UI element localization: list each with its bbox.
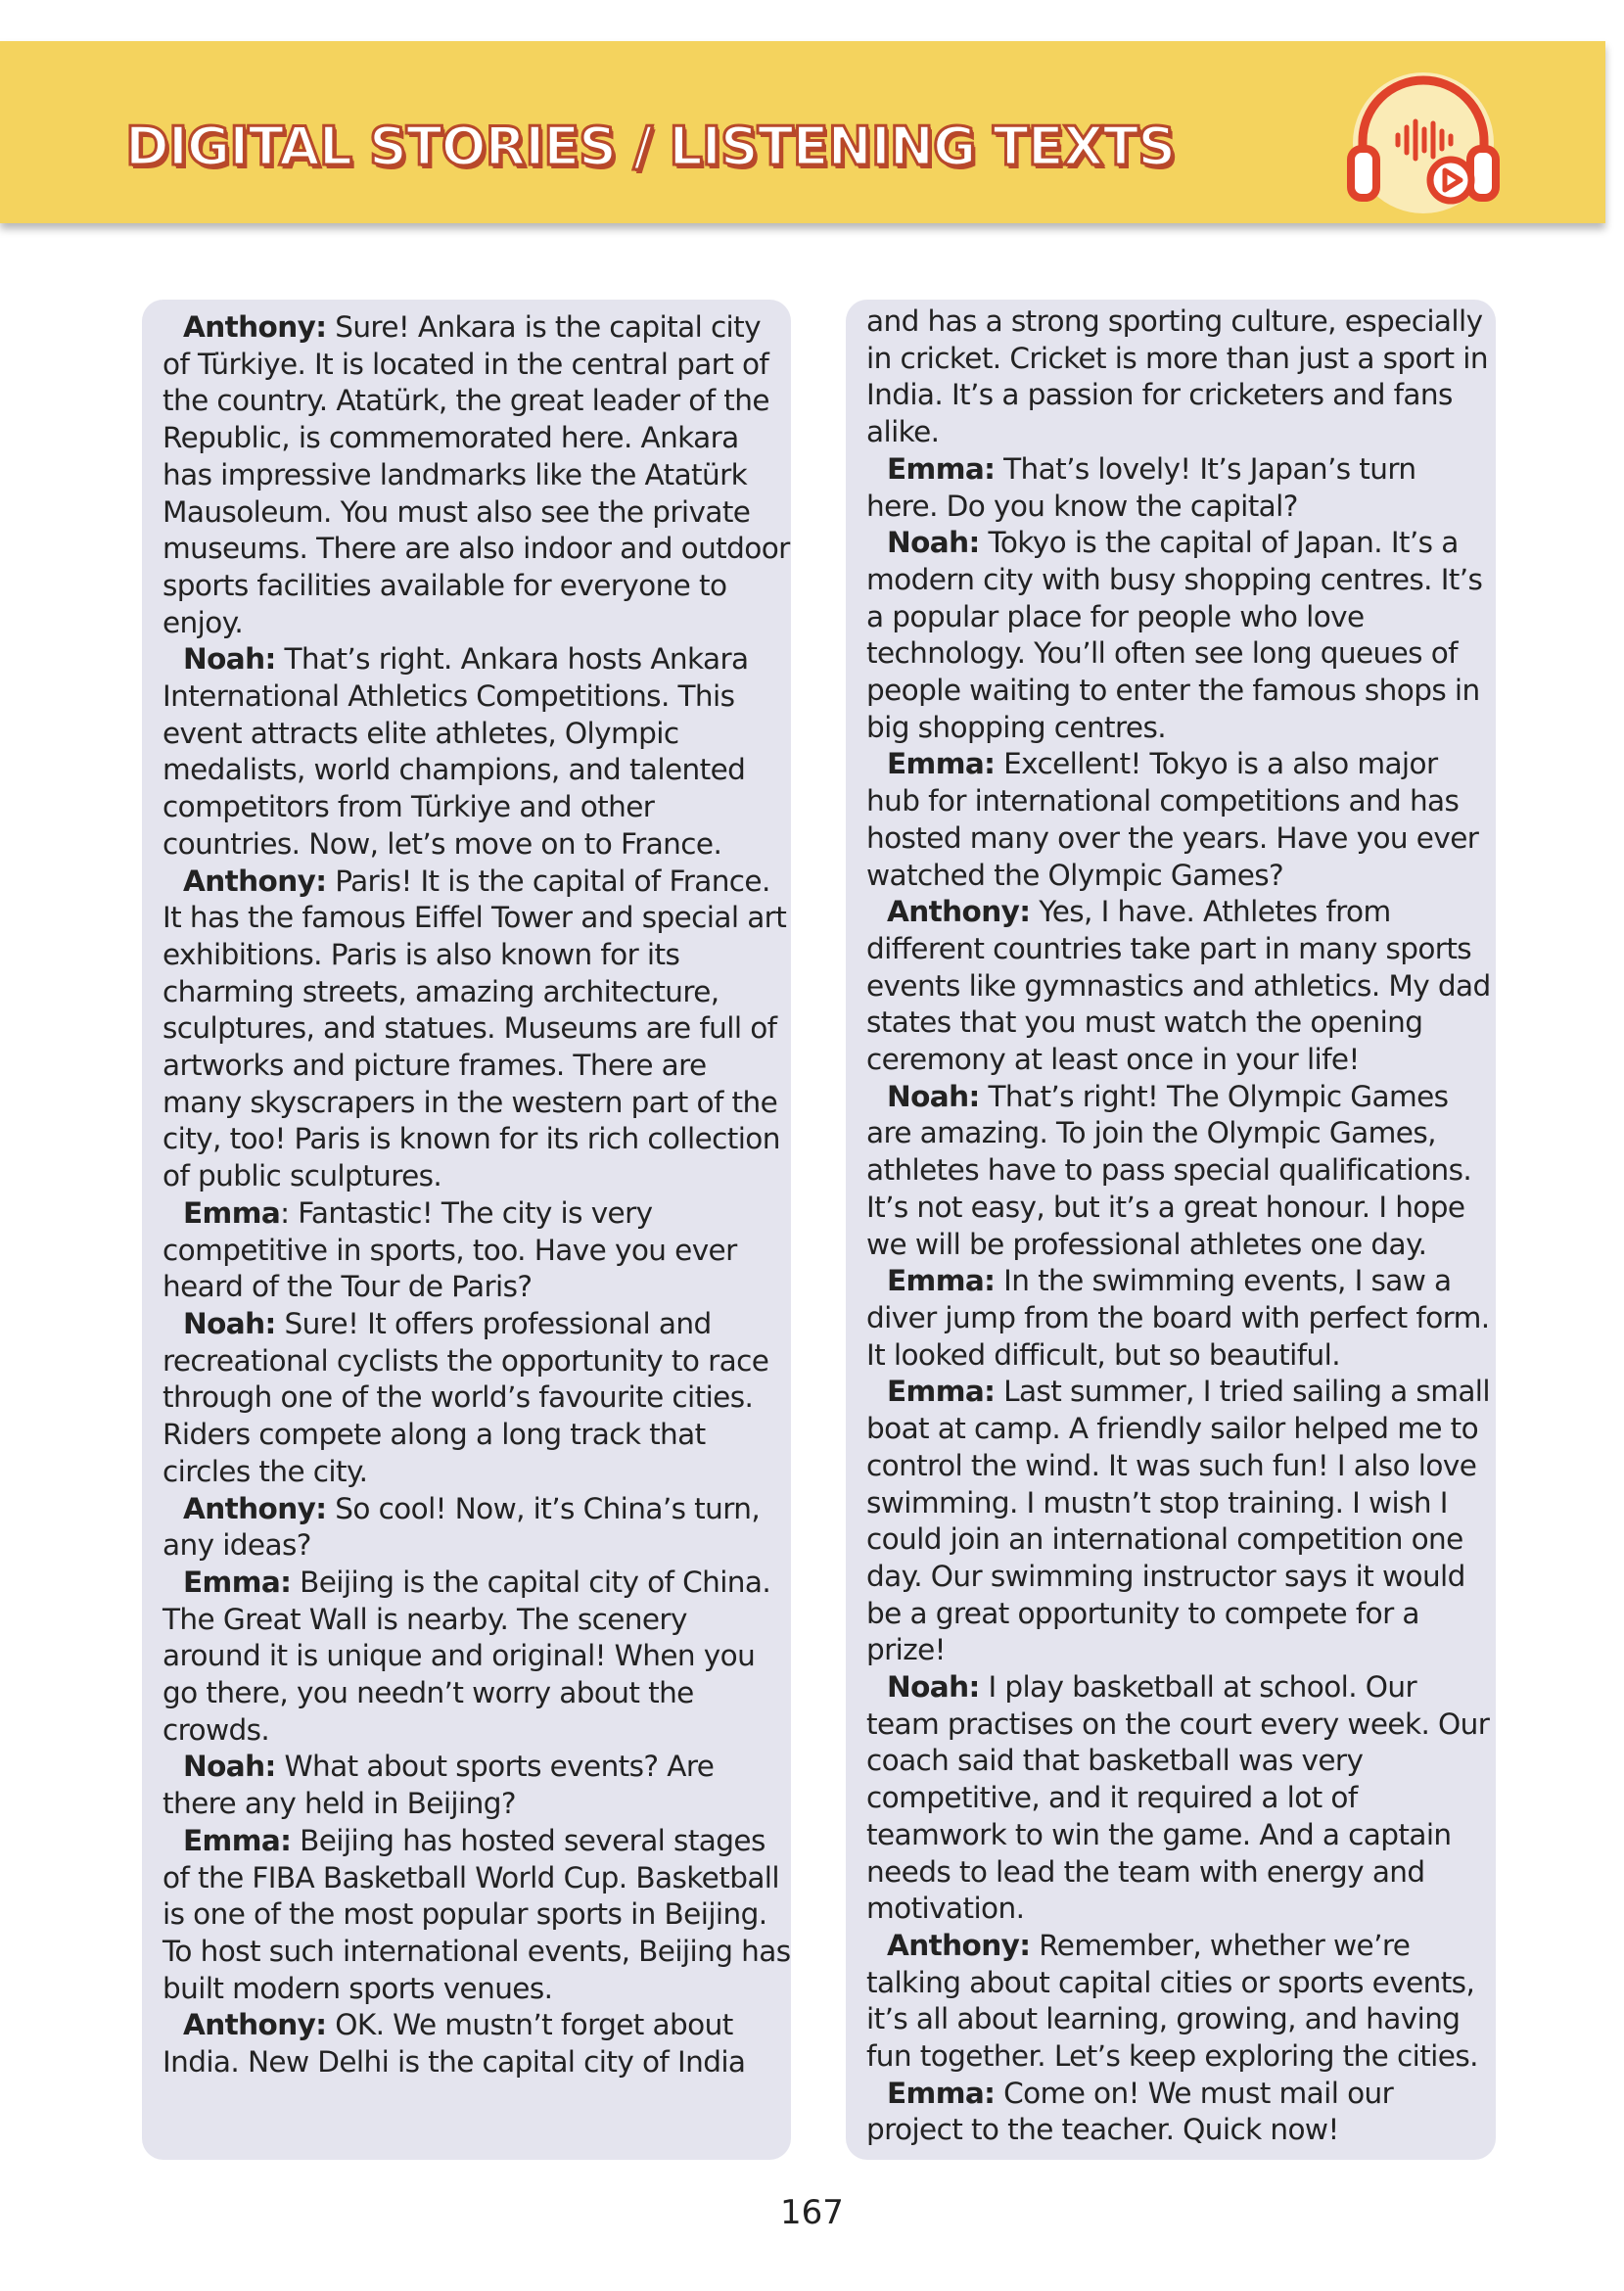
dialogue-text: So cool! Now, it’s China’s turn, any ideas?: [162, 1491, 761, 1563]
speaker-name: Noah:: [887, 1670, 980, 1705]
dialogue-text: In the swimming events, I saw a diver jump from the board with perfect form. It looked difficult, but so beautiful.: [866, 1264, 1490, 1372]
dialogue-paragraph: [162, 309, 791, 641]
dialogue-paragraph: [162, 1195, 791, 1306]
dialogue-paragraph: [866, 1374, 1496, 1669]
speaker-name: Anthony:: [183, 1491, 327, 1525]
dialogue-paragraph: [162, 1491, 791, 1565]
speaker-name: Anthony:: [887, 895, 1031, 929]
dialogue-paragraph: [162, 1306, 791, 1491]
dialogue-text: Beijing is the capital city of China. The Great Wall is nearby. The scenery around it is unique and original! When you go there, you needn’t worry about the crowds.: [162, 1565, 771, 1747]
dialogue-paragraph: [866, 1079, 1496, 1264]
dialogue-paragraph: [162, 1565, 791, 1750]
dialogue-text: That’s right. Ankara hosts Ankara International Athletics Competitions. This event attracts elite athletes, Olympic medalists, world champions, and talented competitors from Türkiye and other countries. Now, let’s move on to France.: [162, 642, 749, 861]
dialogue-paragraph: [162, 2007, 791, 2081]
dialogue-text: Last summer, I tried sailing a small boat at camp. A friendly sailor helped me to control the wind. It was such fun! I also love swimming. I mustn’t stop training. I wish I could join an international competition one day. Our swimming instructor says it would be a great opportunity to compete for a prize!: [866, 1375, 1491, 1667]
page-number: 167: [780, 2193, 844, 2232]
speaker-name: Noah:: [887, 1079, 980, 1113]
dialogue-paragraph: [866, 746, 1496, 894]
speaker-name: Noah:: [183, 1306, 276, 1340]
dialogue-paragraph: [866, 894, 1496, 1079]
speaker-name: Emma:: [183, 1565, 292, 1599]
dialogue-text: Paris! It is the capital of France. It has the famous Eiffel Tower and special art exhibitions. Paris is also known for its charming streets, amazing architecture, sculptures, and statues. Museums are full of artworks and picture frames. There are many skyscrapers in the western part of the city, too! Paris is known for its rich collection of public sculptures.: [162, 864, 787, 1193]
speaker-name: Noah:: [183, 642, 276, 677]
speaker-name: Emma:: [183, 1823, 292, 1857]
speaker-name: Emma: [183, 1195, 281, 1230]
dialogue-text: Excellent! Tokyo is a also major hub for international competitions and has hosted many over the years. Have you ever watched the Olympic Games?: [866, 747, 1479, 892]
dialogue-paragraph: [866, 1669, 1496, 1928]
dialogue-paragraph: [162, 1823, 791, 2008]
dialogue-text: What about sports events? Are there any held in Beijing?: [162, 1750, 715, 1821]
dialogue-text: I play basketball at school. Our team practises on the court every week. Our coach said that basketball was very competitive, and it required a lot of teamwork to win the game. And a captain needs to lead the team with energy and motivation.: [866, 1670, 1490, 1926]
dialogue-paragraph: [162, 641, 791, 863]
left-text-panel: [142, 300, 791, 2160]
page-title: DIGITAL STORIES / LISTENING TEXTS: [125, 116, 1176, 177]
speaker-name: Emma:: [887, 451, 996, 486]
dialogue-text: Remember, whether we’re talking about capital cities or sports events, it’s all about learning, growing, and having fun together. Let’s keep exploring the cities.: [866, 1928, 1478, 2074]
dialogue-paragraph: [866, 1263, 1496, 1374]
speaker-name: Emma:: [887, 747, 996, 781]
dialogue-text: Beijing has hosted several stages of the FIBA Basketball World Cup. Basketball is one of the most popular sports in Beijing. To host such international events, Beijing has built modern sports venues.: [162, 1823, 791, 2005]
continuation-paragraph: and has a strong sporting culture, especially in cricket. Cricket is more than just a sport in India. It’s a passion for cricketers and fans alike.: [866, 304, 1488, 449]
dialogue-text: Tokyo is the capital of Japan. It’s a modern city with busy shopping centres. It’s a popular place for people who love technology. You’ll often see long queues of people waiting to enter the famous shops in big shopping centres.: [866, 526, 1483, 744]
dialogue-text: : Fantastic! The city is very competitive in sports, too. Have you ever heard of the Tour de Paris?: [162, 1195, 737, 1304]
dialogue-text: That’s right! The Olympic Games are amazing. To join the Olympic Games, athletes have to pass special qualifications. It’s not easy, but it’s a great honour. I hope we will be professional athletes one day.: [866, 1079, 1472, 1261]
dialogue-paragraph: [866, 2076, 1496, 2149]
headphones-play-icon: [1341, 65, 1506, 221]
dialogue-text: That’s lovely! It’s Japan’s turn here. Do you know the capital?: [866, 451, 1416, 523]
dialogue-text: Sure! It offers professional and recreational cyclists the opportunity to race through one of the world’s favourite cities. Riders compete along a long track that circles the city.: [162, 1306, 769, 1488]
speaker-name: Emma:: [887, 2076, 996, 2110]
dialogue-text: Yes, I have. Athletes from different countries take part in many sports events like gymnastics and athletics. My dad states that you must watch the opening ceremony at least once in your life!: [866, 895, 1491, 1077]
dialogue-paragraph: [866, 451, 1496, 525]
speaker-name: Anthony:: [183, 2008, 327, 2042]
speaker-name: Noah:: [887, 526, 980, 560]
dialogue-text: OK. We mustn’t forget about India. New Delhi is the capital city of India: [162, 2008, 746, 2080]
speaker-name: Anthony:: [183, 310, 327, 344]
dialogue-paragraph: [162, 864, 791, 1195]
dialogue-text: Sure! Ankara is the capital city of Türkiye. It is located in the central part of the country. Atatürk, the great leader of the Republic, is commemorated here. Ankara has impressive landmarks like the Atatürk Mausoleum. You must also see the private museums. There are also indoor and outdoor sports facilities available for everyone to enjoy.: [162, 310, 790, 639]
speaker-name: Emma:: [887, 1264, 996, 1298]
dialogue-paragraph: [162, 1749, 791, 1822]
speaker-name: Emma:: [887, 1375, 996, 1409]
dialogue-paragraph: [866, 1928, 1496, 2076]
dialogue-text: Come on! We must mail our project to the teacher. Quick now!: [866, 2076, 1394, 2147]
speaker-name: Anthony:: [183, 864, 327, 898]
speaker-name: Anthony:: [887, 1928, 1031, 1962]
speaker-name: Noah:: [183, 1750, 276, 1784]
right-text-panel: [846, 300, 1496, 2160]
dialogue-paragraph: [866, 525, 1496, 746]
